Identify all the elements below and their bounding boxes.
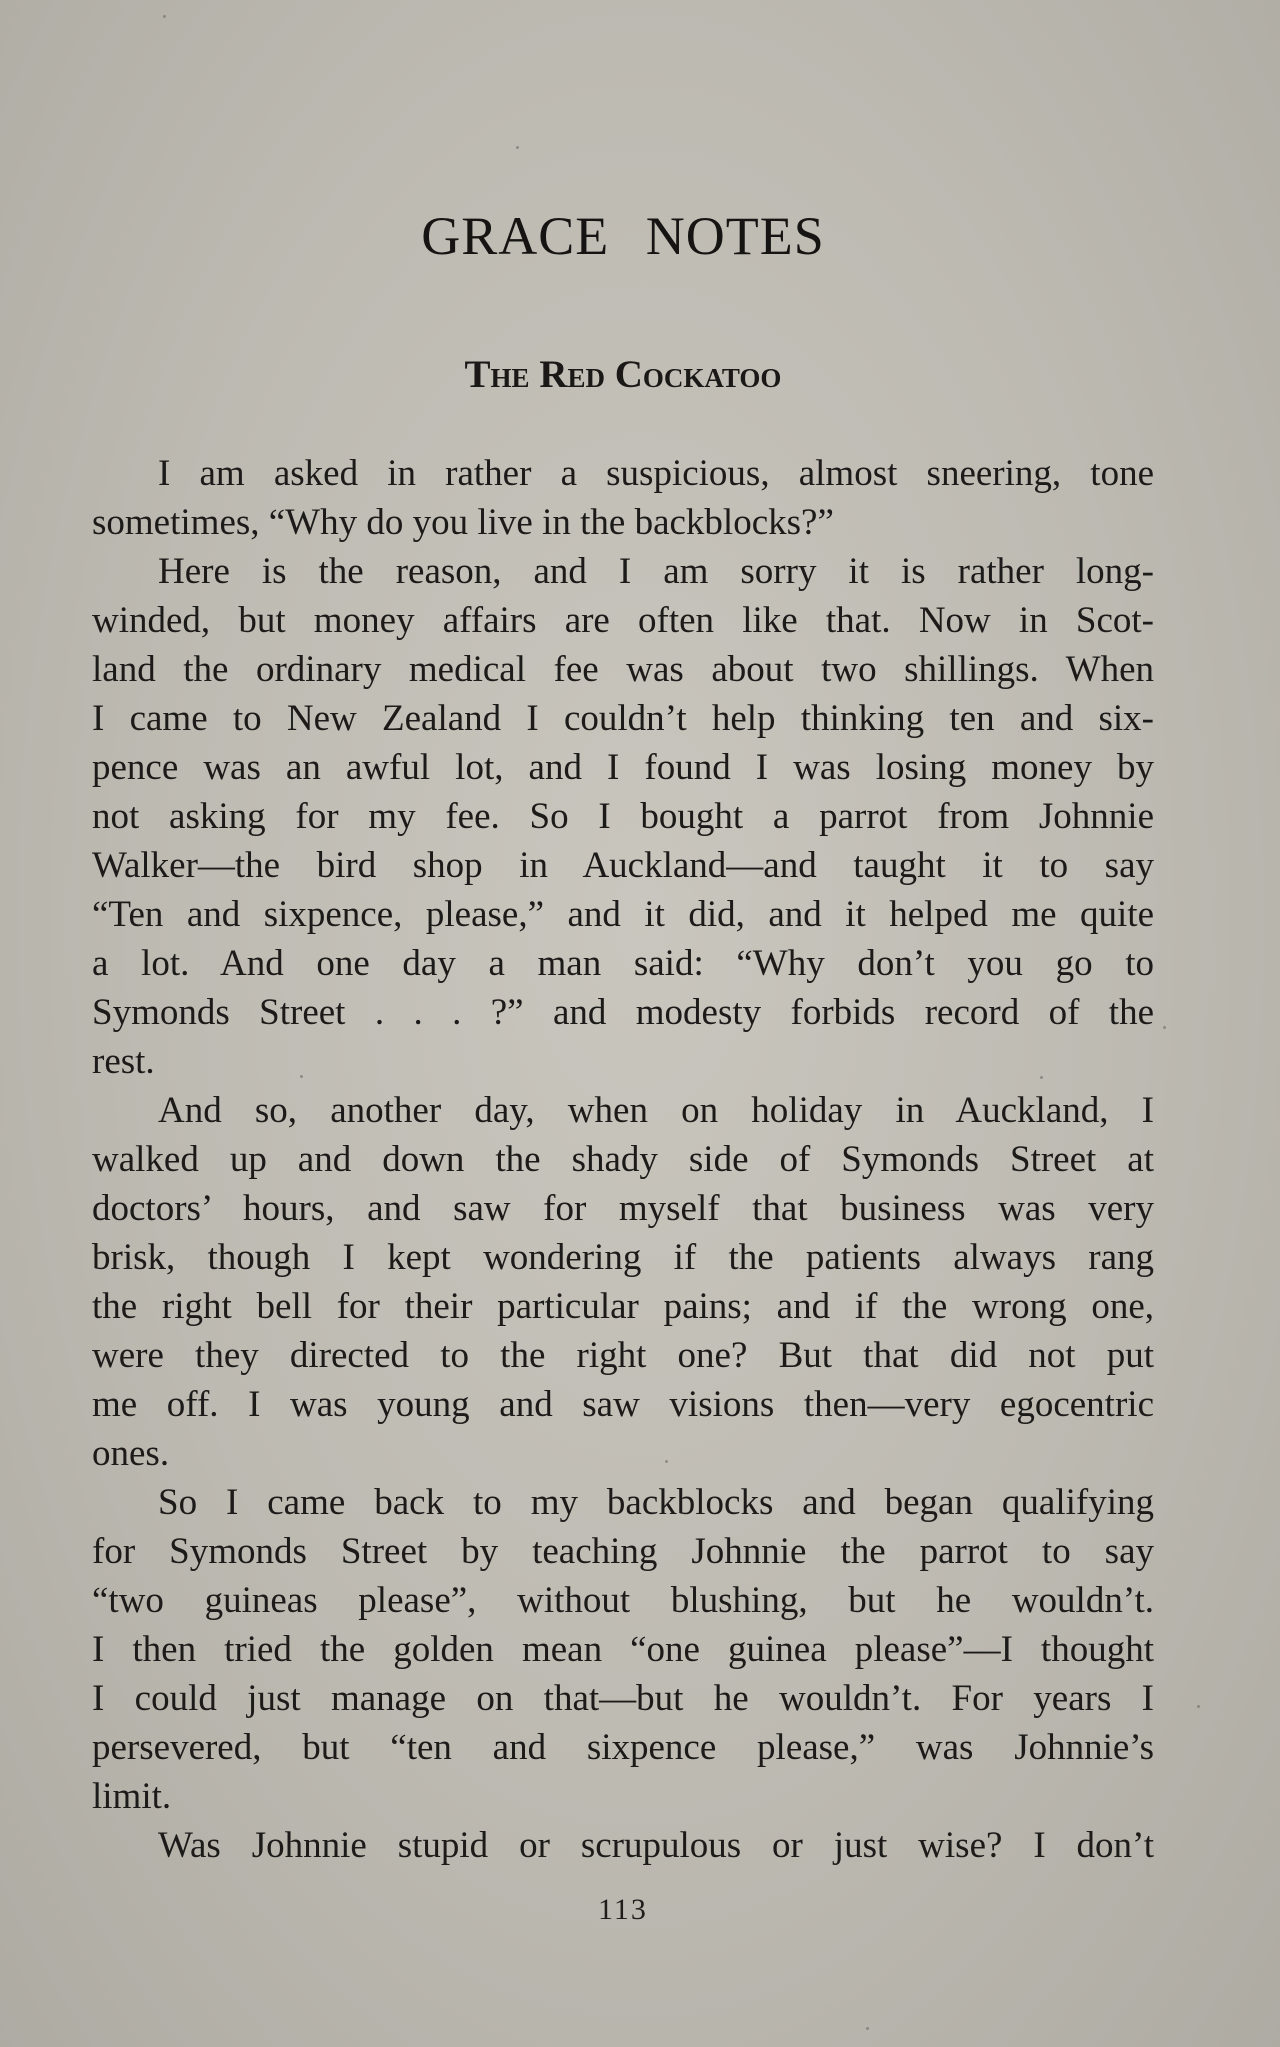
text-line: persevered, but “ten and sixpence please,” was Johnnie’s bbox=[92, 1727, 1154, 1768]
text-line: I came to New Zealand I couldn’t help thinking ten and six- bbox=[92, 698, 1154, 739]
text-line: “Ten and sixpence, please,” and it did, and it helped me quite bbox=[92, 894, 1154, 935]
text-line: pence was an awful lot, and I found I was losing money by bbox=[92, 747, 1154, 788]
text-line: So I came back to my backblocks and began qualifying bbox=[158, 1482, 1154, 1523]
text-line: I could just manage on that—but he wouldn’t. For years I bbox=[92, 1678, 1154, 1719]
page-number: 113 bbox=[598, 1893, 648, 1926]
paper-speck bbox=[866, 2027, 869, 2030]
paper-speck bbox=[1040, 1076, 1043, 1079]
text-line: me off. I was young and saw visions then—very egocentric bbox=[92, 1384, 1154, 1425]
text-line: for Symonds Street by teaching Johnnie the parrot to say bbox=[92, 1531, 1154, 1572]
paper-speck bbox=[1197, 1705, 1200, 1708]
body-text bbox=[92, 449, 1154, 1870]
text-line: Was Johnnie stupid or scrupulous or just wise? I don’t bbox=[158, 1825, 1154, 1866]
text-line: sometimes, “Why do you live in the backblocks?” bbox=[92, 502, 834, 543]
text-line: not asking for my fee. So I bought a parrot from Johnnie bbox=[92, 796, 1154, 837]
text-line: rest. bbox=[92, 1041, 155, 1082]
text-line: I then tried the golden mean “one guinea please”—I thought bbox=[92, 1629, 1154, 1670]
text-line: I am asked in rather a suspicious, almost sneering, tone bbox=[158, 453, 1154, 494]
text-line: doctors’ hours, and saw for myself that business was very bbox=[92, 1188, 1154, 1229]
text-line: walked up and down the shady side of Symonds Street at bbox=[92, 1139, 1154, 1180]
text-line: Here is the reason, and I am sorry it is rather long- bbox=[158, 551, 1154, 592]
text-line: Walker—the bird shop in Auckland—and taught it to say bbox=[92, 845, 1154, 886]
text-line: Symonds Street . . . ?” and modesty forbids record of the bbox=[92, 992, 1154, 1033]
paper-speck bbox=[163, 15, 166, 18]
text-line: were they directed to the right one? But that did not put bbox=[92, 1335, 1154, 1376]
paper-speck bbox=[665, 1460, 668, 1463]
running-title: GRACE NOTES bbox=[421, 206, 825, 266]
text-line: And so, another day, when on holiday in Auckland, I bbox=[158, 1090, 1154, 1131]
paper-speck bbox=[300, 1075, 303, 1078]
text-line: “two guineas please”, without blushing, but he wouldn’t. bbox=[92, 1580, 1154, 1621]
section-title: The Red Cockatoo bbox=[464, 353, 782, 396]
text-line: brisk, though I kept wondering if the patients always rang bbox=[92, 1237, 1154, 1278]
text-line: limit. bbox=[92, 1776, 172, 1817]
paper-speck bbox=[1163, 1026, 1166, 1029]
text-line: the right bell for their particular pains; and if the wrong one, bbox=[92, 1286, 1154, 1327]
text-line: land the ordinary medical fee was about two shillings. When bbox=[92, 649, 1154, 690]
text-line: ones. bbox=[92, 1433, 170, 1474]
text-line: a lot. And one day a man said: “Why don’t you go to bbox=[92, 943, 1154, 984]
paper-speck bbox=[516, 146, 519, 149]
text-line: winded, but money affairs are often like that. Now in Scot- bbox=[92, 600, 1154, 641]
book-page bbox=[92, 0, 1154, 2047]
